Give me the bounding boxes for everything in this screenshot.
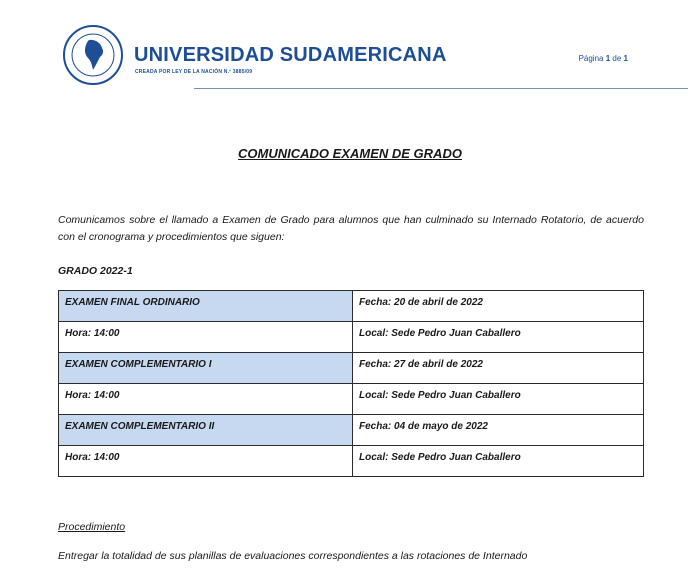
table-cell: Hora: 14:00 xyxy=(59,322,353,353)
document-title: COMUNICADO EXAMEN DE GRADO xyxy=(238,146,462,161)
table-cell: Hora: 14:00 xyxy=(59,446,353,477)
university-name: UNIVERSIDAD SUDAMERICANA xyxy=(134,44,447,66)
page-of: de xyxy=(612,54,622,63)
table-row xyxy=(59,322,644,353)
table-row xyxy=(59,415,644,446)
table-cell: Fecha: 20 de abril de 2022 xyxy=(353,291,644,322)
page-label: Página xyxy=(578,54,604,63)
table-row xyxy=(59,446,644,477)
grado-label: GRADO 2022-1 xyxy=(58,265,133,277)
table-cell: Local: Sede Pedro Juan Caballero xyxy=(353,322,644,353)
intro-paragraph: Comunicamos sobre el llamado a Examen de Grado para alumnos que han culminado su Internado Rotatorio, de acuerdo con el cronograma y procedimientos que siguen: xyxy=(58,214,644,243)
page-number xyxy=(579,54,628,63)
table-row xyxy=(59,384,644,415)
page-total: 1 xyxy=(623,54,628,63)
table-cell: Local: Sede Pedro Juan Caballero xyxy=(353,384,644,415)
university-subtitle: CREADA POR LEY DE LA NACIÓN N.º 3885/09 xyxy=(135,69,253,75)
table-cell: Local: Sede Pedro Juan Caballero xyxy=(353,446,644,477)
exam-schedule-table xyxy=(58,290,644,477)
table-cell: EXAMEN FINAL ORDINARIO xyxy=(59,291,353,322)
table-cell: EXAMEN COMPLEMENTARIO II xyxy=(59,415,353,446)
table-cell: Fecha: 04 de mayo de 2022 xyxy=(353,415,644,446)
page-current: 1 xyxy=(605,54,611,63)
table-cell: EXAMEN COMPLEMENTARIO I xyxy=(59,353,353,384)
table-row xyxy=(59,353,644,384)
procedure-heading: Procedimiento xyxy=(58,521,126,533)
university-seal-icon xyxy=(62,24,124,86)
letterhead xyxy=(62,22,628,90)
table-row xyxy=(59,291,644,322)
header-divider xyxy=(194,88,688,89)
table-cell: Fecha: 27 de abril de 2022 xyxy=(353,353,644,384)
procedure-paragraph: Entregar la totalidad de sus planillas de evaluaciones correspondientes a las rotaciones de Internado xyxy=(58,550,528,562)
table-cell: Hora: 14:00 xyxy=(59,384,353,415)
